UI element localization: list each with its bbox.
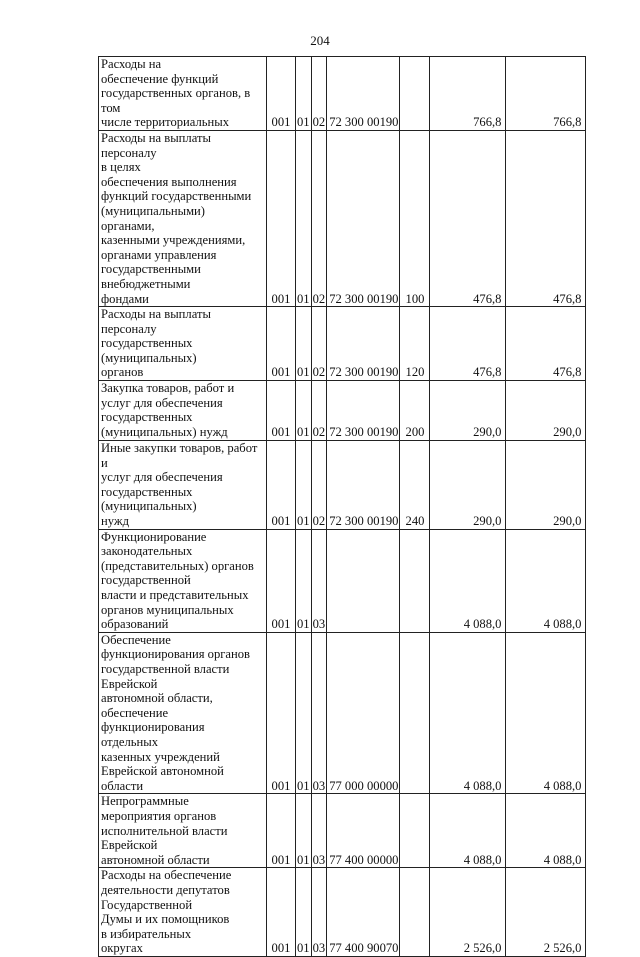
amount-year-2: 476,8 [506,130,586,306]
expense-name-line: казенными учреждениями, [101,233,246,248]
amount-year-2: 4 088,0 [506,529,586,632]
subsection-code: 02 [311,57,327,131]
target-article-code [327,868,400,957]
admin-code: 001 [267,381,296,441]
section-code: 01 [296,130,312,306]
expense-name-line: услуг для обеспечения государственных [101,470,223,499]
expense-name-line: органов муниципальных образований [101,602,234,632]
table-row [99,441,586,530]
expense-name [99,868,267,957]
program-code: 77 4 [329,852,352,867]
expense-name-line: функций государственными (муниципальными) [101,189,252,218]
program-code: 72 3 [329,291,352,306]
section-code: 01 [296,529,312,632]
expense-name-line: Расходы на выплаты персоналу [101,307,211,336]
target-article-code [327,529,400,632]
expense-name-line: Еврейской автономной области [101,764,224,793]
expense-type-code [400,794,430,868]
table-row [99,529,586,632]
table-row [99,57,586,131]
expense-name-line: исполнительной власти Еврейской [101,823,228,853]
expense-name-line: Думы и их помощников [101,912,230,927]
expense-name [99,57,267,131]
program-code: 72 3 [329,115,352,130]
program-code: 72 3 [329,514,352,529]
table-row [99,381,586,441]
expense-name-line: государственных [101,410,193,425]
section-code: 01 [296,57,312,131]
subsection-code: 03 [311,868,327,957]
expense-name-line: функционирования органов [101,647,250,662]
expense-name-line: Функционирование [101,529,207,544]
expense-name-line: государственной власти [101,661,230,676]
expense-type-code: 120 [400,307,430,381]
expense-name-line: Обеспечение [101,632,171,647]
expense-name-line: Непрограммные [101,794,189,809]
admin-code: 001 [267,57,296,131]
expense-name-line: функционирования отдельных [101,720,205,749]
page-number: 204 [310,33,330,48]
admin-code: 001 [267,307,296,381]
expense-name-line: государственных органов, в том [101,86,251,115]
expense-name-line: органами управления [101,247,217,262]
amount-year-1: 290,0 [430,381,506,441]
expense-name-line: деятельности депутатов Государственной [101,882,230,912]
expense-name-line: (представительных) органов государственной [101,558,254,588]
expense-name-line: обеспечение функций [101,71,219,86]
expense-name-line: (муниципальных) нужд [101,424,228,439]
expense-type-code [400,868,430,957]
subsection-code: 03 [311,632,327,794]
expense-name-line: нужд [101,514,129,529]
direction-code: 00 00190 [351,514,399,529]
expense-name-line: государственных (муниципальных) [101,336,197,365]
expense-name-line: внебюджетными [101,276,191,291]
target-article-code [327,441,400,530]
expense-name-line: Закупка товаров, работ и [101,381,235,396]
direction-code: 00 90070 [351,941,399,956]
admin-code: 001 [267,441,296,530]
admin-code: 001 [267,529,296,632]
expense-name-line: Расходы на выплаты персоналу [101,130,211,160]
target-article-code [327,130,400,306]
expense-name-line: Расходы на [101,57,162,71]
direction-code: 00 00000 [351,778,399,793]
expense-name-line: Еврейской [101,676,158,691]
expense-name-line: услуг для обеспечения [101,395,223,410]
expense-name-line: органами, [101,218,155,233]
expense-name-line: числе территориальных [101,115,230,130]
expense-name-line: мероприятия органов [101,808,217,823]
expense-type-code: 240 [400,441,430,530]
table-row [99,868,586,957]
subsection-code: 02 [311,441,327,530]
amount-year-2: 290,0 [506,381,586,441]
table-row [99,632,586,794]
direction-code: 00 00190 [351,115,399,130]
subsection-code: 03 [311,794,327,868]
program-code: 77 4 [329,941,352,956]
admin-code: 001 [267,794,296,868]
expense-name [99,130,267,306]
target-article-code [327,794,400,868]
amount-year-1: 476,8 [430,307,506,381]
program-code: 72 3 [329,425,352,440]
amount-year-1: 290,0 [430,441,506,530]
amount-year-2: 4 088,0 [506,632,586,794]
expense-name-line: округах [101,941,143,956]
amount-year-2: 2 526,0 [506,868,586,957]
expense-name-line: законодательных [101,544,193,559]
section-code: 01 [296,381,312,441]
expense-name-line: органов [101,365,144,380]
subsection-code: 02 [311,381,327,441]
admin-code: 001 [267,868,296,957]
target-article-code [327,307,400,381]
expense-name-line: государственными [101,262,201,277]
expense-type-code [400,57,430,131]
amount-year-2: 290,0 [506,441,586,530]
expense-name-line: Расходы на обеспечение [101,868,232,883]
expense-type-code [400,529,430,632]
expense-name-line: автономной области, [101,691,213,706]
amount-year-1: 4 088,0 [430,632,506,794]
expense-name [99,632,267,794]
direction-code: 00 00190 [351,365,399,380]
expense-name-line: Иные закупки товаров, работ и [101,441,258,470]
expense-name [99,529,267,632]
program-code: 77 0 [329,778,352,793]
section-code: 01 [296,441,312,530]
subsection-code: 02 [311,307,327,381]
amount-year-1: 766,8 [430,57,506,131]
amount-year-2: 4 088,0 [506,794,586,868]
amount-year-1: 2 526,0 [430,868,506,957]
expense-name-line: в избирательных [101,926,192,941]
expense-name-line: в целях [101,160,141,175]
amount-year-2: 476,8 [506,307,586,381]
target-article-code [327,381,400,441]
admin-code: 001 [267,130,296,306]
expense-name-line: (муниципальных) [101,499,197,514]
expense-name [99,794,267,868]
table-row [99,307,586,381]
expense-type-code: 200 [400,381,430,441]
amount-year-2: 766,8 [506,57,586,131]
section-code: 01 [296,794,312,868]
expense-name-line: фондами [101,291,149,306]
expense-name-line: казенных учреждений [101,749,220,764]
expense-type-code [400,632,430,794]
expense-name-line: автономной области [101,852,210,867]
expense-name [99,381,267,441]
program-code: 72 3 [329,365,352,380]
amount-year-1: 476,8 [430,130,506,306]
target-article-code [327,57,400,131]
subsection-code: 02 [311,130,327,306]
table-row [99,794,586,868]
expense-name-line: власти и представительных [101,588,249,602]
expense-name-line: обеспечение [101,705,169,720]
direction-code: 00 00000 [351,852,399,867]
target-article-code [327,632,400,794]
section-code: 01 [296,632,312,794]
section-code: 01 [296,307,312,381]
expense-name [99,441,267,530]
table-row [99,130,586,306]
subsection-code: 03 [311,529,327,632]
direction-code: 00 00190 [351,425,399,440]
expense-type-code: 100 [400,130,430,306]
amount-year-1: 4 088,0 [430,529,506,632]
section-code: 01 [296,868,312,957]
budget-table [98,56,586,957]
direction-code: 00 00190 [351,291,399,306]
expense-name-line: обеспечения выполнения [101,174,237,189]
admin-code: 001 [267,632,296,794]
amount-year-1: 4 088,0 [430,794,506,868]
expense-name [99,307,267,381]
